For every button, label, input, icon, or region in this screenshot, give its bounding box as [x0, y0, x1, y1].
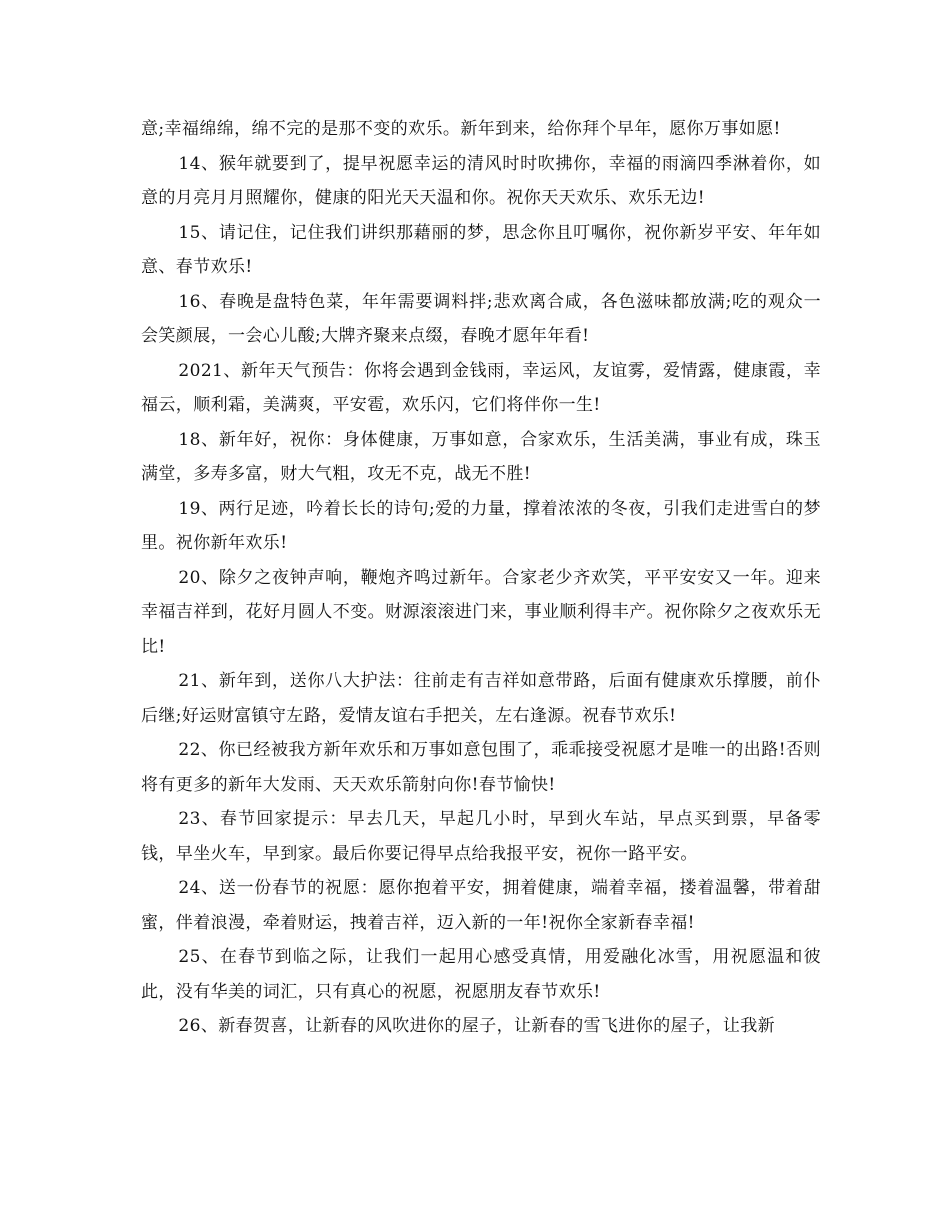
paragraph-14: 14、猴年就要到了，提早祝愿幸运的清风时时吹拂你，幸福的雨滴四季淋着你，如意的月亮月月照耀你，健康的阳光天天温和你。祝你天天欢乐、欢乐无边!: [141, 153, 821, 208]
paragraph-23: 23、春节回家提示：早去几天，早起几小时，早到火车站，早点买到票，早备零钱，早坐火车，早到家。最后你要记得早点给我报平安，祝你一路平安。: [141, 809, 821, 864]
paragraph-18: 18、新年好，祝你：身体健康，万事如意，合家欢乐，生活美满，事业有成，珠玉满堂，多寿多富，财大气粗，攻无不克，战无不胜!: [141, 429, 821, 484]
paragraph-22: 22、你已经被我方新年欢乐和万事如意包围了，乖乖接受祝愿才是唯一的出路!否则将有更多的新年大发雨、天天欢乐箭射向你!春节愉快!: [141, 740, 821, 795]
paragraph-19: 19、两行足迹，吟着长长的诗句;爱的力量，撑着浓浓的冬夜，引我们走进雪白的梦里。祝你新年欢乐!: [141, 498, 821, 553]
document-body: [141, 112, 821, 1044]
paragraph-21: 21、新年到，送你八大护法：往前走有吉祥如意带路，后面有健康欢乐撑腰，前仆后继;好运财富镇守左路，爱情友谊右手把关，左右逢源。祝春节欢乐!: [141, 671, 821, 726]
paragraph-2021: 2021、新年天气预告：你将会遇到金钱雨，幸运风，友谊雾，爱情露，健康霞，幸福云，顺利霜，美满爽，平安雹，欢乐闪，它们将伴你一生!: [141, 360, 821, 415]
paragraph-15: 15、请记住，记住我们讲织那藉丽的梦，思念你且叮嘱你，祝你新岁平安、年年如意、春节欢乐!: [141, 222, 821, 277]
paragraph-20: 20、除夕之夜钟声响，鞭炮齐鸣过新年。合家老少齐欢笑，平平安安又一年。迎来幸福吉祥到，花好月圆人不变。财源滚滚进门来，事业顺利得丰产。祝你除夕之夜欢乐无比!: [141, 567, 821, 657]
paragraph-continuation: 意;幸福绵绵，绵不完的是那不变的欢乐。新年到来，给你拜个早年，愿你万事如愿!: [141, 119, 781, 139]
paragraph-25: 25、在春节到临之际，让我们一起用心感受真情，用爱融化冰雪，用祝愿温和彼此，没有华美的词汇，只有真心的祝愿，祝愿朋友春节欢乐!: [141, 947, 821, 1002]
paragraph-26: 26、新春贺喜，让新春的风吹进你的屋子，让新春的雪飞进你的屋子，让我新: [178, 1016, 776, 1036]
paragraph-24: 24、送一份春节的祝愿：愿你抱着平安，拥着健康，端着幸福，搂着温馨，带着甜蜜，伴着浪漫，牵着财运，拽着吉祥，迈入新的一年!祝你全家新春幸福!: [141, 878, 821, 933]
paragraph-16: 16、春晚是盘特色菜，年年需要调料拌;悲欢离合咸，各色滋味都放满;吃的观众一会笑颜展，一会心儿酸;大牌齐聚来点缀，春晚才愿年年看!: [141, 291, 821, 346]
